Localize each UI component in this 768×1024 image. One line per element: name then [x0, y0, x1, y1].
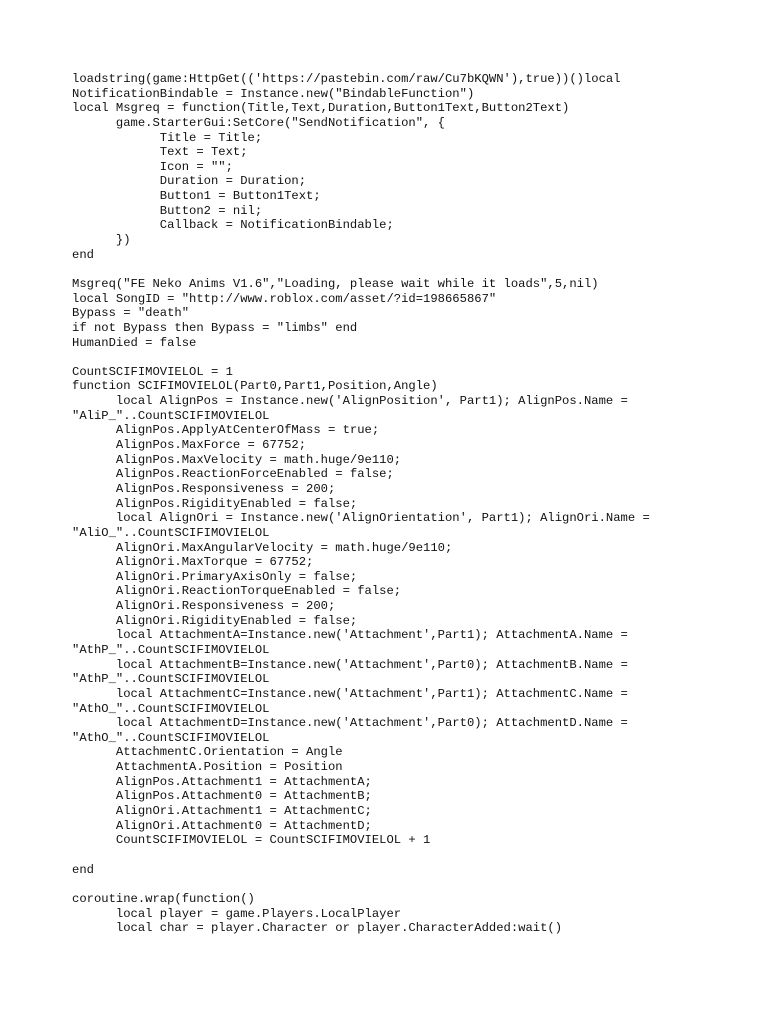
code-line: AlignOri.MaxAngularVelocity = math.huge/9e110; [72, 540, 453, 555]
code-line: Title = Title; [72, 130, 263, 145]
code-line: AlignPos.RigidityEnabled = false; [72, 496, 358, 511]
code-line: Icon = ""; [72, 159, 233, 174]
code-line: "AthO_"..CountSCIFIMOVIELOL [72, 701, 270, 716]
code-line: local Msgreq = function(Title,Text,Duration,Button1Text,Button2Text) [72, 101, 570, 116]
code-line: local AttachmentC=Instance.new('Attachment',Part1); AttachmentC.Name = [72, 686, 628, 701]
code-line: AlignPos.MaxForce = 67752; [72, 438, 307, 453]
code-line: local AttachmentA=Instance.new('Attachment',Part1); AttachmentA.Name = [72, 628, 628, 643]
code-line: CountSCIFIMOVIELOL = CountSCIFIMOVIELOL + 1 [72, 833, 431, 848]
code-line: "AthP_"..CountSCIFIMOVIELOL [72, 642, 270, 657]
code-line [72, 350, 650, 365]
code-line: local AttachmentD=Instance.new('Attachment',Part0); AttachmentD.Name = [72, 716, 628, 731]
code-line: "AliO_"..CountSCIFIMOVIELOL [72, 525, 270, 540]
code-line [72, 262, 650, 277]
code-line: Callback = NotificationBindable; [72, 218, 394, 233]
code-listing [72, 72, 650, 936]
code-line [72, 877, 650, 892]
code-line: NotificationBindable = Instance.new("BindableFunction") [72, 86, 475, 101]
code-line: if not Bypass then Bypass = "limbs" end [72, 320, 358, 335]
code-line: AlignPos.ApplyAtCenterOfMass = true; [72, 423, 380, 438]
code-line [72, 848, 650, 863]
code-line: HumanDied = false [72, 335, 197, 350]
code-line: AlignOri.Attachment0 = AttachmentD; [72, 818, 372, 833]
code-line: local AlignOri = Instance.new('AlignOrientation', Part1); AlignOri.Name = [72, 511, 650, 526]
code-line: AttachmentA.Position = Position [72, 760, 343, 775]
code-line: AlignPos.Attachment1 = AttachmentA; [72, 774, 372, 789]
code-line: AlignPos.MaxVelocity = math.huge/9e110; [72, 452, 402, 467]
code-line: "AthO_"..CountSCIFIMOVIELOL [72, 730, 270, 745]
code-line: Bypass = "death" [72, 306, 190, 321]
code-line: Button1 = Button1Text; [72, 189, 321, 204]
code-line: "AliP_"..CountSCIFIMOVIELOL [72, 408, 270, 423]
code-line: }) [72, 233, 131, 248]
code-line: AlignPos.Attachment0 = AttachmentB; [72, 789, 372, 804]
code-line: Text = Text; [72, 145, 248, 160]
code-line: Duration = Duration; [72, 174, 307, 189]
code-line: end [72, 247, 94, 262]
code-line: AlignOri.Attachment1 = AttachmentC; [72, 804, 372, 819]
code-line: loadstring(game:HttpGet(('https://pastebin.com/raw/Cu7bKQWN'),true))()local [72, 72, 621, 86]
code-line: AttachmentC.Orientation = Angle [72, 745, 343, 760]
code-line: "AthP_"..CountSCIFIMOVIELOL [72, 672, 270, 687]
code-line: Button2 = nil; [72, 203, 263, 218]
code-line: AlignPos.Responsiveness = 200; [72, 481, 336, 496]
code-line: AlignOri.MaxTorque = 67752; [72, 555, 314, 570]
code-line: game.StarterGui:SetCore("SendNotification", { [72, 115, 445, 130]
code-line: local AttachmentB=Instance.new('Attachment',Part0); AttachmentB.Name = [72, 657, 628, 672]
code-line: end [72, 862, 94, 877]
code-line: local char = player.Character or player.CharacterAdded:wait() [72, 921, 563, 936]
code-line: local player = game.Players.LocalPlayer [72, 906, 402, 921]
code-line: Msgreq("FE Neko Anims V1.6","Loading, please wait while it loads",5,nil) [72, 276, 599, 291]
code-line: coroutine.wrap(function() [72, 891, 255, 906]
code-line: AlignOri.ReactionTorqueEnabled = false; [72, 584, 402, 599]
code-line: CountSCIFIMOVIELOL = 1 [72, 364, 233, 379]
code-line: local SongID = "http://www.roblox.com/asset/?id=198665867" [72, 291, 497, 306]
code-line: AlignPos.ReactionForceEnabled = false; [72, 467, 394, 482]
code-line: function SCIFIMOVIELOL(Part0,Part1,Position,Angle) [72, 379, 438, 394]
code-line: AlignOri.Responsiveness = 200; [72, 599, 336, 614]
code-line: local AlignPos = Instance.new('AlignPosition', Part1); AlignPos.Name = [72, 394, 628, 409]
code-line: AlignOri.PrimaryAxisOnly = false; [72, 569, 358, 584]
code-line: AlignOri.RigidityEnabled = false; [72, 613, 358, 628]
